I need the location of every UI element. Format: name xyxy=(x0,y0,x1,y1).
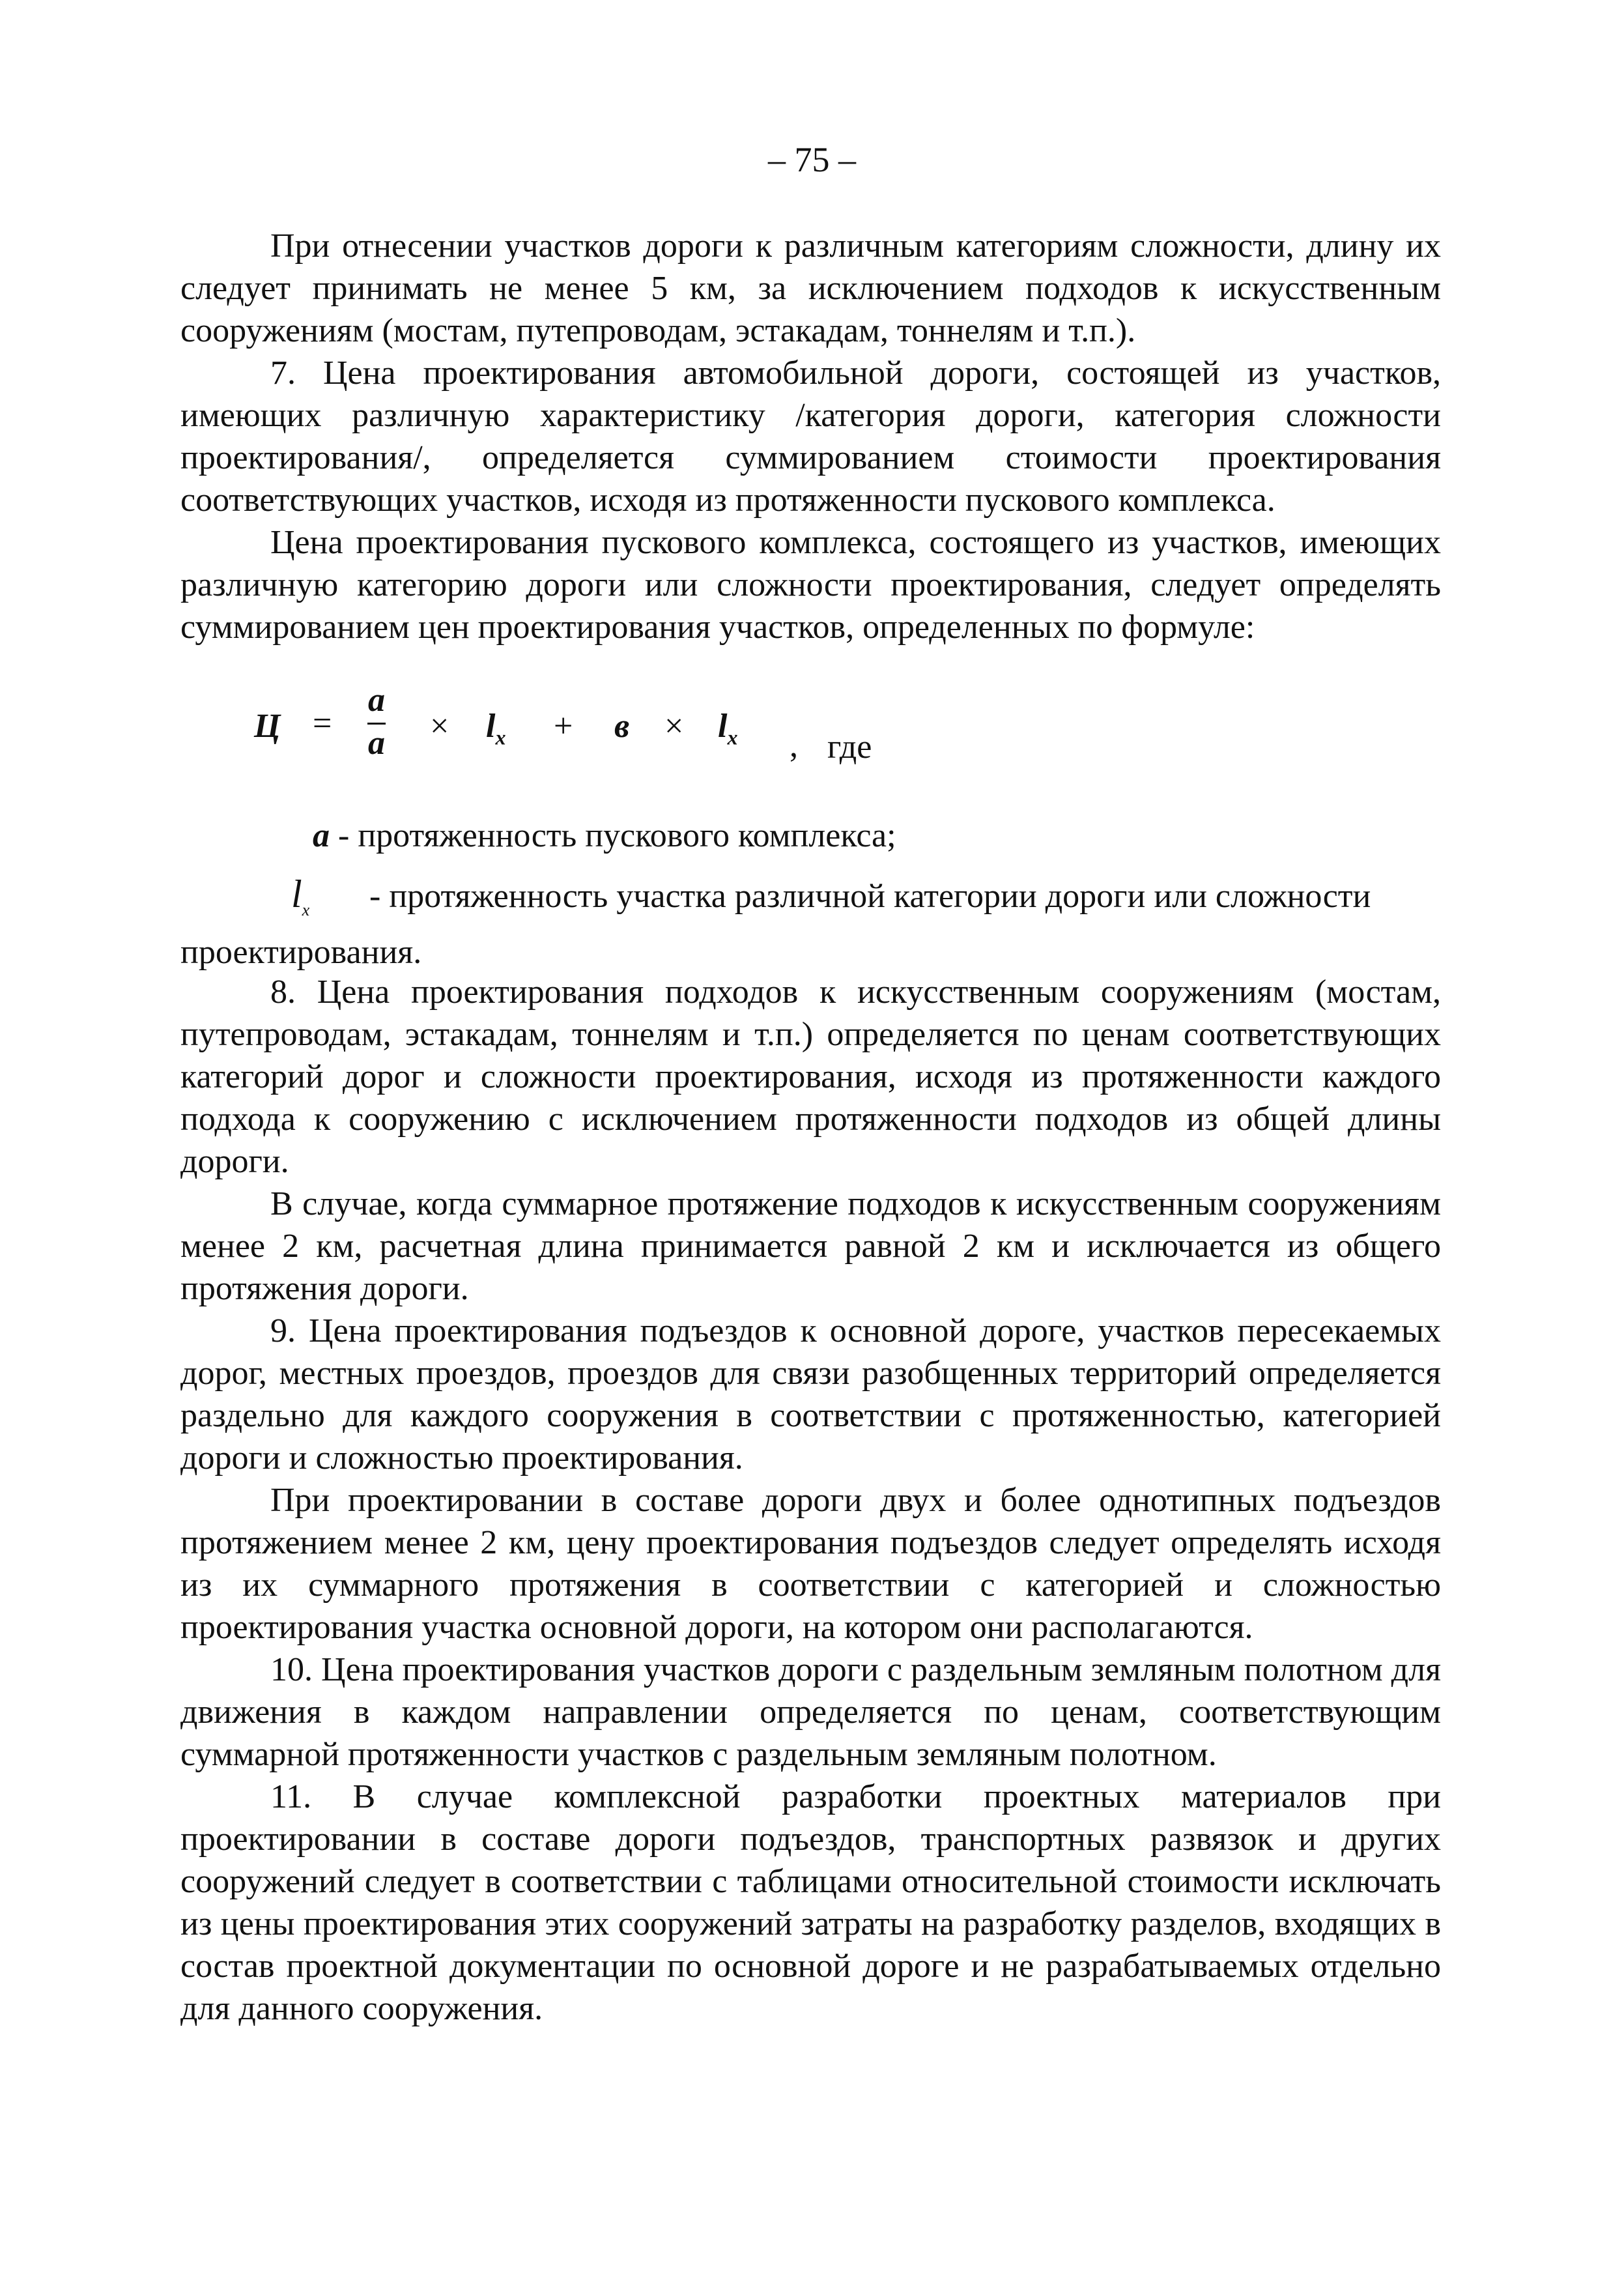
price-formula xyxy=(254,681,971,779)
paragraph: 9. Цена проектирования подъездов к основной дороге, участков пересекаемых дорог, местных проездов, проездов для связи разобщенных территорий определяется раздельно для каждого сооружения в соответствии с протяженностью, категорией дороги и сложностью проектирования. xyxy=(180,1312,1441,1477)
fraction-denominator: а xyxy=(368,725,385,762)
formula-lhs: Ц xyxy=(254,708,281,745)
definition-l xyxy=(180,873,1441,973)
plus-sign: + xyxy=(554,708,573,745)
formula-equals: = xyxy=(313,705,332,742)
formula-l: $l_х$ xyxy=(718,708,738,749)
text-block-top xyxy=(180,225,1441,648)
paragraph: 11. В случае комплексной разработки проектных материалов при проектировании в составе дороги подъездов, транспортных развязок и других сооружений следует в соответствии с таблицами относительной стоимости исключать из цены проектирования этих сооружений затраты на разработку разделов, входящих в состав проектной документации по основной дороге и не разрабатываемых отдельно для данного сооружения. xyxy=(180,1778,1441,2027)
formula-comma: , xyxy=(790,727,798,764)
times-sign: × xyxy=(664,708,684,745)
definition-text: - протяженность участка различной категории дороги или сложности проектирования. xyxy=(180,878,1371,971)
definition-text: - протяженность пускового комплекса; xyxy=(338,817,896,854)
formula-where: где xyxy=(827,728,872,766)
paragraph: В случае, когда суммарное протяжение подходов к искусственным сооружениям менее 2 км, расчетная длина принимается равной 2 км и исключается из общего протяжения дороги. xyxy=(180,1185,1441,1307)
formula-l: $l_х$ xyxy=(486,708,506,749)
paragraph: При отнесении участков дороги к различным категориям сложности, длину их следует принимать не менее 5 км, за исключением подходов к искусственным сооружениям (мостам, путепроводам, эстакадам, тоннелям и т.п.). xyxy=(180,227,1441,349)
times-sign: × xyxy=(430,708,449,745)
text-block-bottom xyxy=(180,971,1441,2030)
paragraph: 10. Цена проектирования участков дороги с раздельным земляным полотном для движения в каждом направлении определяется по ценам, соответствующим суммарной протяженности участков с раздельным земляным полотном. xyxy=(180,1651,1441,1773)
definition-symbol: а xyxy=(313,817,330,854)
paragraph: 8. Цена проектирования подходов к искусственным сооружениям (мостам, путепроводам, эстакадам, тоннелям и т.п.) определяется по ценам соответствующих категорий дорог и сложности проектирования, исходя из протяженности каждого подхода к сооружению с исключением протяженности подходов из общей длины дороги. xyxy=(180,973,1441,1180)
paragraph: 7. Цена проектирования автомобильной дороги, состоящей из участков, имеющих различную характеристику /категория дороги, категория сложности проектирования/, определяется суммированием стоимости проектирования соответствующих участков, исходя из протяженности пускового комплекса. xyxy=(180,354,1441,519)
paragraph: При проектировании в составе дороги двух и более однотипных подъездов протяжением менее 2 км, цену проектирования подъездов следует определять исходя из их суммарного протяжения в соответствии с категорией и сложностью проектирования участка основной дороги, на котором они располагаются. xyxy=(180,1482,1441,1646)
paragraph: Цена проектирования пускового комплекса, состоящего из участков, имеющих различную категорию дороги или сложности проектирования, следует определять суммированием цен проектирования участков, определенных по формуле: xyxy=(180,524,1441,646)
page-number: – 75 – xyxy=(768,140,856,179)
formula-b: в xyxy=(614,708,630,745)
definition-a xyxy=(313,814,896,857)
fraction-numerator: а xyxy=(368,682,385,719)
definition-symbol: $l_х$ xyxy=(291,872,310,919)
